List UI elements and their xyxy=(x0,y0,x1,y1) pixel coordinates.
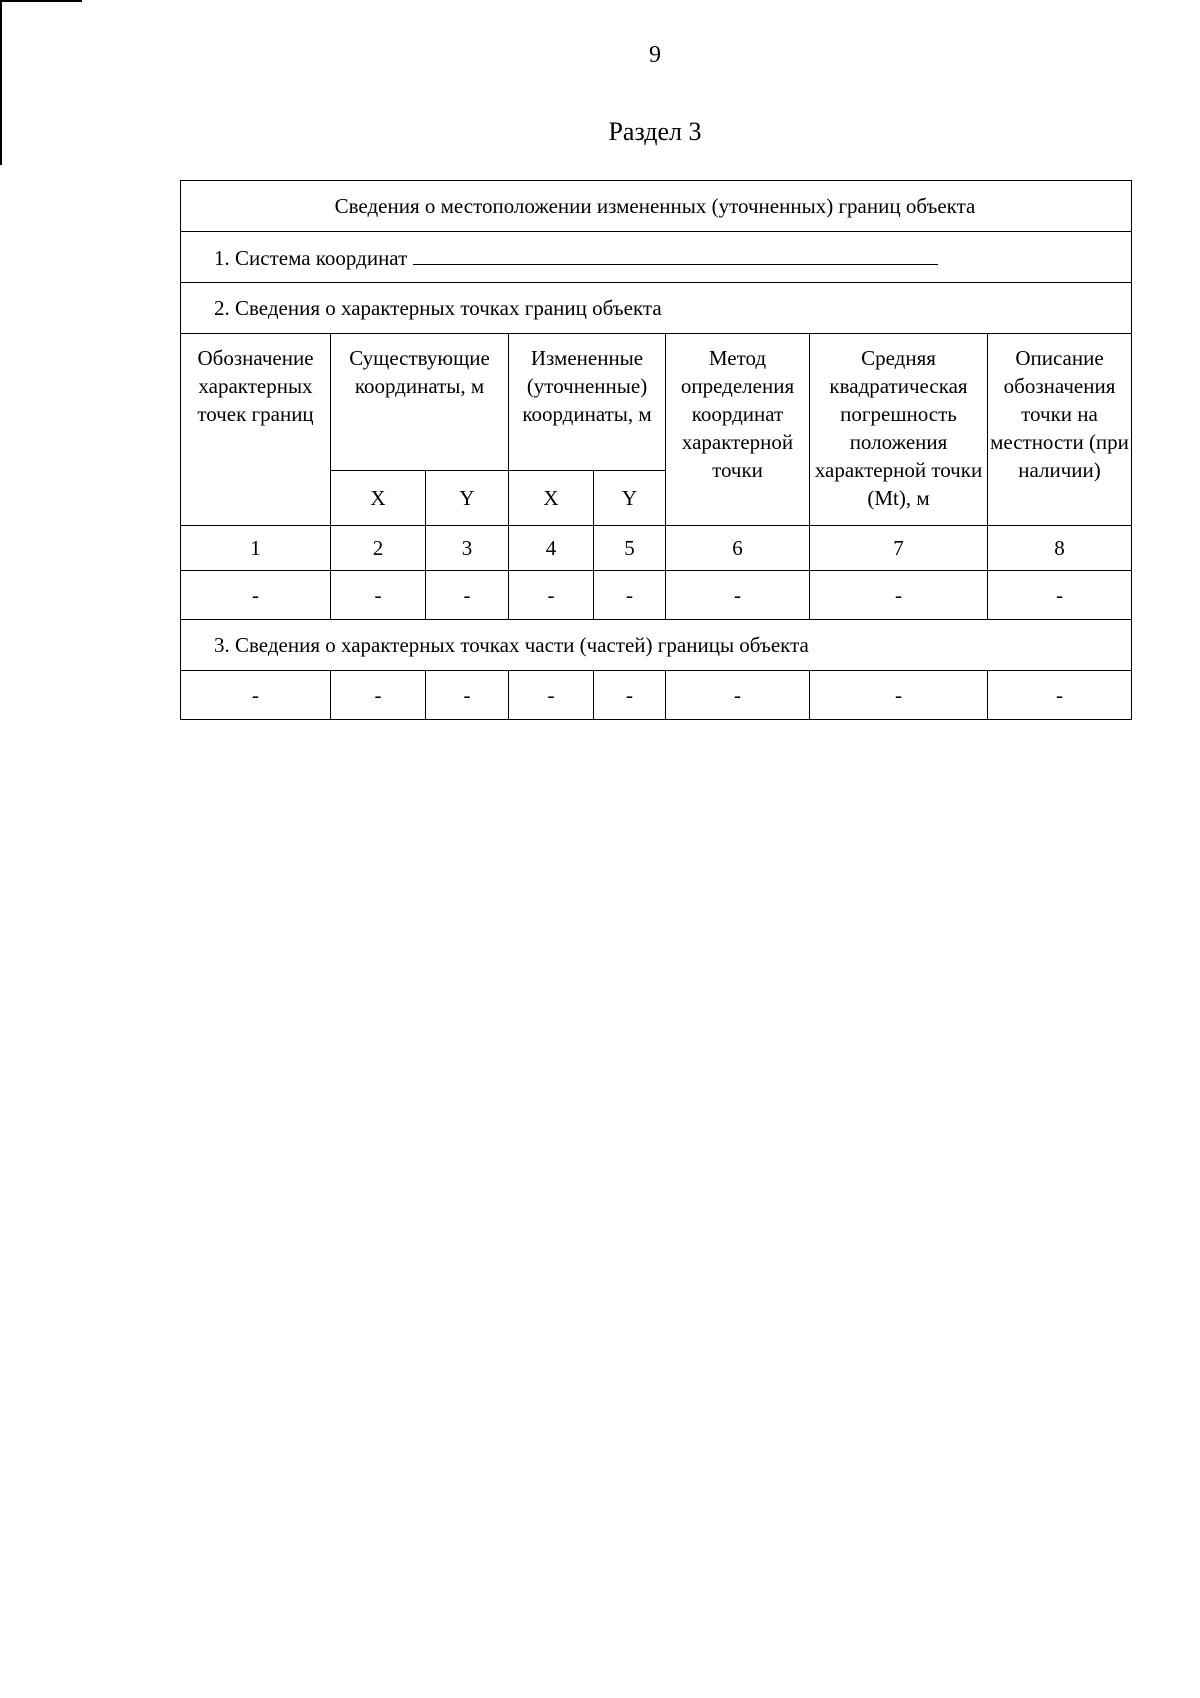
header-method: Метод определения координат характерной точки xyxy=(666,334,810,526)
column-number: 3 xyxy=(426,526,509,571)
header-description: Описание обозначения точки на местности (при наличии) xyxy=(988,334,1132,526)
column-number: 5 xyxy=(594,526,666,571)
header-existing-x: X xyxy=(331,471,426,526)
table-cell: - xyxy=(594,571,666,620)
coord-system-label: 1. Система координат xyxy=(214,246,408,270)
column-number: 1 xyxy=(181,526,331,571)
table-cell: - xyxy=(988,571,1132,620)
table-cell: - xyxy=(509,671,594,720)
header-changed-coords: Измененные (уточненные) координаты, м xyxy=(509,334,666,471)
header-changed-y: Y xyxy=(594,471,666,526)
table-cell: - xyxy=(666,571,810,620)
boundary-points-table xyxy=(180,180,1132,720)
table-cell: - xyxy=(666,671,810,720)
table-cell: - xyxy=(331,571,426,620)
parts-data-row xyxy=(181,671,1132,720)
table-cell: - xyxy=(181,671,331,720)
table-cell: - xyxy=(988,671,1132,720)
scan-edge-left xyxy=(0,0,2,165)
table-cell: - xyxy=(594,671,666,720)
header-error: Средняя квадратическая погрешность положения характерной точки (Mt), м xyxy=(810,334,988,526)
table-cell: - xyxy=(181,571,331,620)
column-number: 8 xyxy=(988,526,1132,571)
column-number: 4 xyxy=(509,526,594,571)
column-number: 6 xyxy=(666,526,810,571)
column-number: 7 xyxy=(810,526,988,571)
header-existing-coords: Существующие координаты, м xyxy=(331,334,509,471)
column-number: 2 xyxy=(331,526,426,571)
points-heading: 2. Сведения о характерных точках границ объекта xyxy=(181,283,1132,334)
table-cell: - xyxy=(810,671,988,720)
header-designation: Обозначение характерных точек границ xyxy=(181,334,331,526)
table-cell: - xyxy=(810,571,988,620)
table-cell: - xyxy=(426,571,509,620)
column-numbers-row xyxy=(181,526,1132,571)
table-cell: - xyxy=(426,671,509,720)
parts-heading: 3. Сведения о характерных точках части (частей) границы объекта xyxy=(181,620,1132,671)
scan-edge-top xyxy=(0,0,82,2)
coord-system-row xyxy=(181,232,1132,283)
coord-system-blank xyxy=(413,242,938,265)
table-cell: - xyxy=(509,571,594,620)
points-data-row xyxy=(181,571,1132,620)
table-cell: - xyxy=(331,671,426,720)
header-existing-y: Y xyxy=(426,471,509,526)
table-title: Сведения о местоположении измененных (уточненных) границ объекта xyxy=(181,181,1132,232)
page-number: 9 xyxy=(649,42,661,68)
section-title: Раздел 3 xyxy=(608,117,702,146)
header-changed-x: X xyxy=(509,471,594,526)
